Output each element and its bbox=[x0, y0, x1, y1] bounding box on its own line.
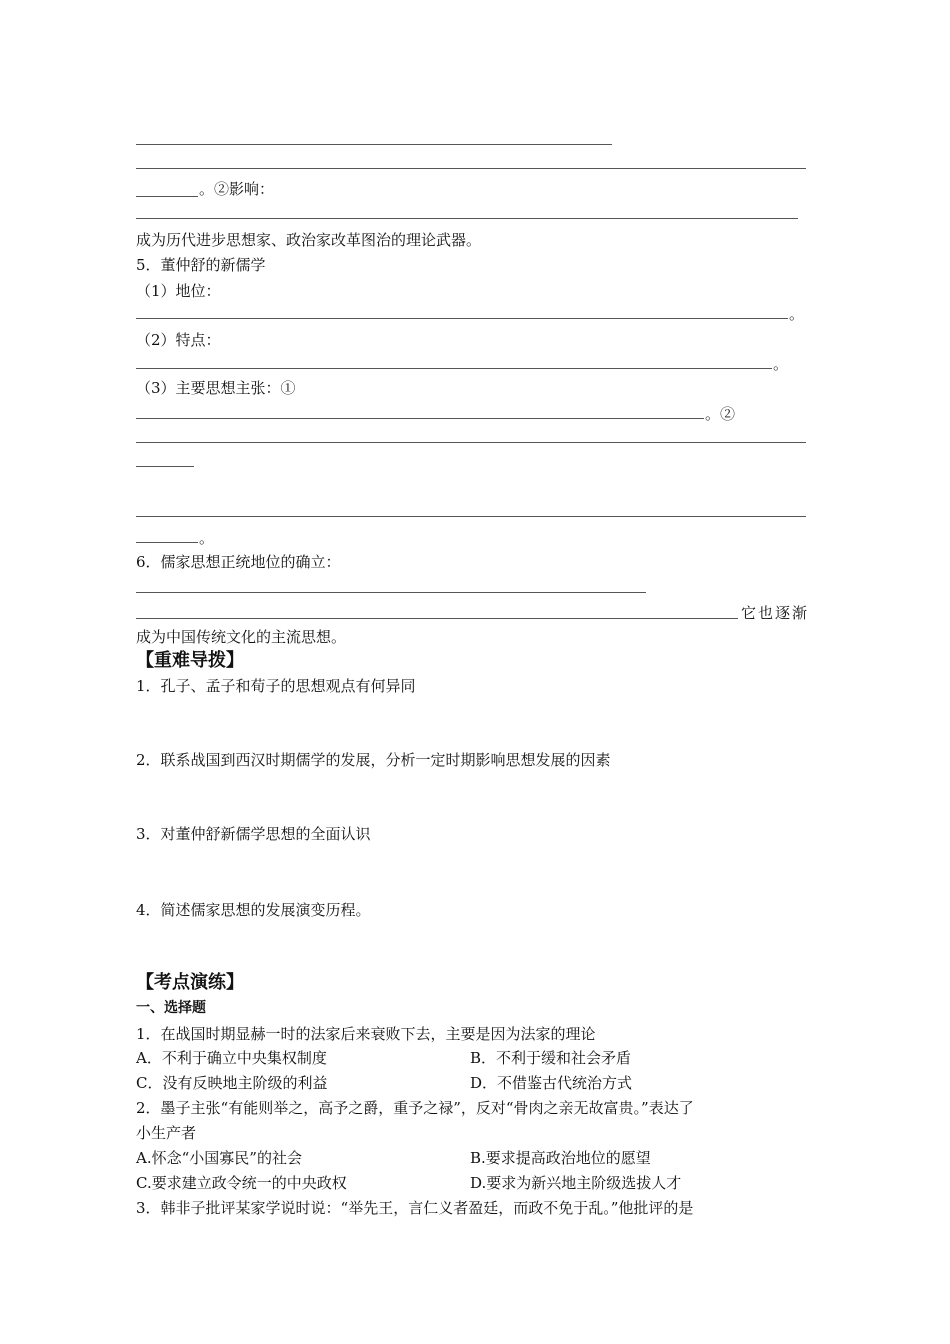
question-2-option-a: A.怀念“小国寡民”的社会 bbox=[136, 1149, 302, 1167]
question-1-option-d: D．不借鉴古代统治方式 bbox=[470, 1074, 633, 1092]
item6-tail: 它也逐渐 bbox=[741, 604, 810, 622]
influence-marker: 。②影响： bbox=[199, 180, 275, 198]
marker-2: 。② bbox=[705, 405, 736, 423]
question-3-stem: 3．韩非子批评某家学说时说：“举先王，言仁义者盈廷，而政不免于乱。”他批评的是 bbox=[136, 1199, 694, 1217]
question-1-option-c: C．没有反映地主阶级的利益 bbox=[136, 1074, 328, 1092]
question-2-stem-line1: 2．墨子主张“有能则举之，高予之爵，重予之禄”，反对“骨肉之亲无故富贵。”表达了 bbox=[136, 1099, 694, 1117]
status-label: （1）地位： bbox=[136, 282, 221, 300]
key-question-4: 4．简述儒家思想的发展演变历程。 bbox=[136, 901, 371, 919]
blank-rule bbox=[136, 218, 798, 219]
question-1-option-a: A．不利于确立中央集权制度 bbox=[136, 1049, 327, 1067]
blank-rule bbox=[136, 466, 194, 467]
key-question-2: 2．联系战国到西汉时期儒学的发展，分析一定时期影响思想发展的因素 bbox=[136, 751, 611, 769]
item6-title: 6．儒家思想正统地位的确立： bbox=[136, 553, 341, 571]
item6-result: 成为中国传统文化的主流思想。 bbox=[136, 628, 347, 646]
exercises-heading: 【考点演练】 bbox=[136, 972, 244, 993]
blank-rule bbox=[136, 592, 646, 593]
item5-title: 5．董仲舒的新儒学 bbox=[136, 256, 266, 274]
question-1-option-b: B．不利于缓和社会矛盾 bbox=[470, 1049, 632, 1067]
blank-rule bbox=[136, 542, 198, 543]
blank-rule bbox=[136, 418, 704, 419]
period: 。 bbox=[773, 355, 789, 373]
period: 。 bbox=[199, 529, 215, 547]
blank-rule bbox=[136, 318, 788, 319]
exercises-subheading: 一、选择题 bbox=[136, 1000, 206, 1016]
blank-rule bbox=[136, 618, 738, 619]
blank-rule bbox=[136, 368, 772, 369]
question-2-option-c: C.要求建立政令统一的中央政权 bbox=[136, 1174, 347, 1192]
key-question-3: 3．对董仲舒新儒学思想的全面认识 bbox=[136, 825, 371, 843]
question-2-option-b: B.要求提高政治地位的愿望 bbox=[470, 1149, 651, 1167]
question-1-stem: 1．在战国时期显赫一时的法家后来衰败下去，主要是因为法家的理论 bbox=[136, 1025, 596, 1043]
blank-rule bbox=[136, 168, 806, 169]
ideas-label: （3）主要思想主张：① bbox=[136, 379, 296, 397]
period: 。 bbox=[789, 305, 805, 323]
blank-rule bbox=[136, 442, 806, 443]
blank-rule bbox=[136, 144, 612, 145]
blank-rule bbox=[136, 196, 198, 197]
question-2-option-d: D.要求为新兴地主阶级选拔人才 bbox=[470, 1174, 682, 1192]
question-2-stem-line2: 小生产者 bbox=[136, 1124, 197, 1142]
influence-result: 成为历代进步思想家、政治家改革图治的理论武器。 bbox=[136, 231, 482, 249]
key-points-heading: 【重难导拨】 bbox=[136, 650, 244, 671]
key-question-1: 1．孔子、孟子和荀子的思想观点有何异同 bbox=[136, 677, 416, 695]
blank-rule bbox=[136, 516, 806, 517]
features-label: （2）特点： bbox=[136, 331, 221, 349]
